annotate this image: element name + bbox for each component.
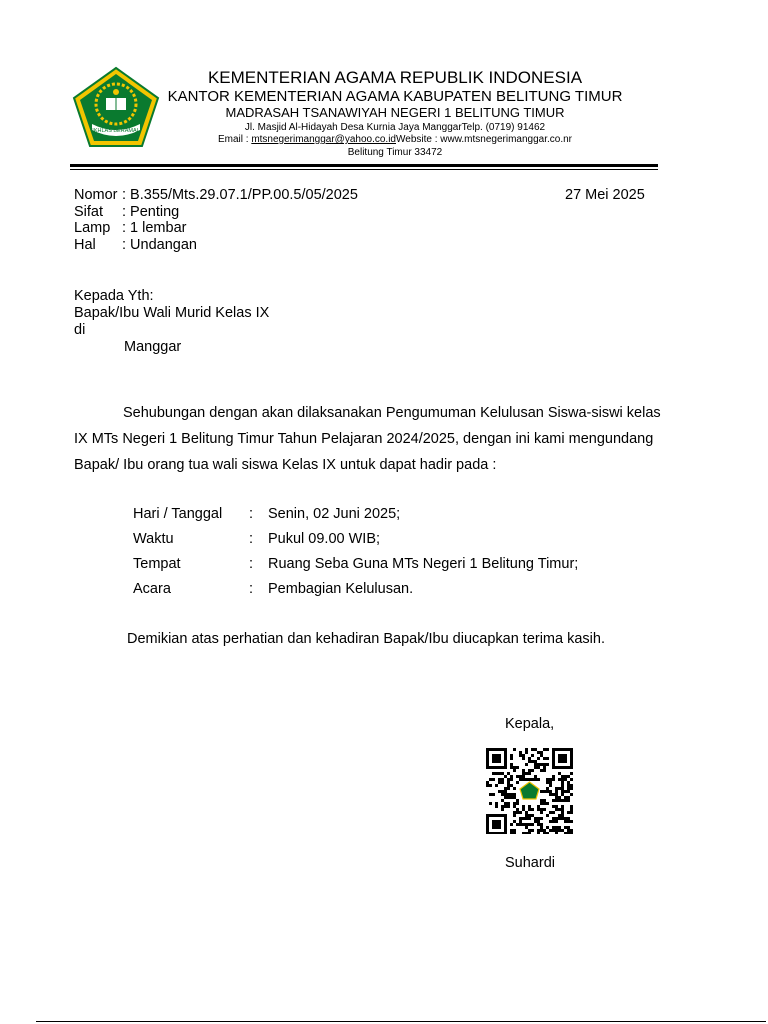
letterhead-city: Belitung Timur 33472: [347, 147, 443, 158]
email-link[interactable]: mtsnegerimanggar@yahoo.co.id: [251, 134, 396, 145]
qr-code-signature: [486, 748, 576, 834]
detail-colon: :: [249, 556, 254, 572]
letterhead-address: Jl. Masjid Al-Hidayah Desa Kurnia Jaya ManggarTelp. (0719) 91462: [244, 122, 546, 133]
recipient-greeting: Kepada Yth:: [74, 288, 154, 304]
letterhead-office: KANTOR KEMENTERIAN AGAMA KABUPATEN BELITUNG TIMUR: [167, 88, 623, 105]
detail-value-date: Senin, 02 Juni 2025;: [268, 506, 401, 522]
logo-motto: IKHLAS BERAMAL: [92, 128, 140, 134]
letter-attachment: [74, 220, 186, 236]
signature-title: Kepala,: [505, 716, 555, 732]
detail-label: Hari / Tanggal: [133, 506, 223, 522]
letter-subject: [74, 237, 197, 253]
letter-number: [74, 187, 358, 203]
detail-colon: :: [249, 506, 254, 522]
closing-sentence: Demikian atas perhatian dan kehadiran Bapak/Ibu diucapkan terima kasih.: [127, 631, 605, 647]
recipient-place: Manggar: [124, 339, 182, 355]
body-line-1: Sehubungan dengan akan dilaksanakan Pengumuman Kelulusan Siswa-siswi kelas: [123, 405, 661, 421]
lamp-label: Lamp: [74, 220, 111, 236]
ministry-logo: [72, 66, 160, 148]
letterhead-ministry: KEMENTERIAN AGAMA REPUBLIK INDONESIA: [207, 68, 583, 87]
page-bottom-line: [36, 1021, 766, 1022]
hal-value: : Undangan: [122, 237, 197, 253]
detail-value-place: Ruang Seba Guna MTs Negeri 1 Belitung Timur;: [268, 556, 579, 572]
detail-value-event: Pembagian Kelulusan.: [268, 581, 414, 597]
letterhead-divider-thin: [70, 169, 658, 170]
detail-colon: :: [249, 581, 254, 597]
lamp-value: : 1 lembar: [122, 220, 187, 236]
nomor-value: : B.355/Mts.29.07.1/PP.00.5/05/2025: [122, 187, 358, 203]
sifat-label: Sifat: [74, 204, 104, 220]
detail-value-time: Pukul 09.00 WIB;: [268, 531, 381, 547]
letterhead-divider-thick: [70, 164, 658, 167]
detail-label: Waktu: [133, 531, 174, 547]
nomor-label: Nomor: [74, 187, 118, 203]
recipient-name: Bapak/Ibu Wali Murid Kelas IX: [74, 305, 270, 321]
body-line-3: Bapak/ Ibu orang tua wali siswa Kelas IX untuk dapat hadir pada :: [74, 457, 497, 473]
letter-nature: [74, 204, 179, 220]
body-line-2: IX MTs Negeri 1 Belitung Timur Tahun Pelajaran 2024/2025, dengan ini kami mengundang: [74, 431, 654, 447]
detail-label: Acara: [133, 581, 171, 597]
sifat-value: : Penting: [122, 204, 180, 220]
hal-label: Hal: [74, 237, 96, 253]
letter-date: 27 Mei 2025: [565, 187, 645, 203]
recipient-di: di: [74, 322, 86, 338]
email-label: Email :: [217, 134, 252, 145]
website-text: Website : www.mtsnegerimanggar.co.nr: [396, 134, 573, 145]
detail-colon: :: [249, 531, 254, 547]
signatory-name: Suhardi: [505, 855, 555, 871]
detail-label: Tempat: [133, 556, 181, 572]
letterhead-school: MADRASAH TSANAWIYAH NEGERI 1 BELITUNG TIMUR: [225, 105, 565, 120]
letterhead-contact: [160, 134, 630, 145]
